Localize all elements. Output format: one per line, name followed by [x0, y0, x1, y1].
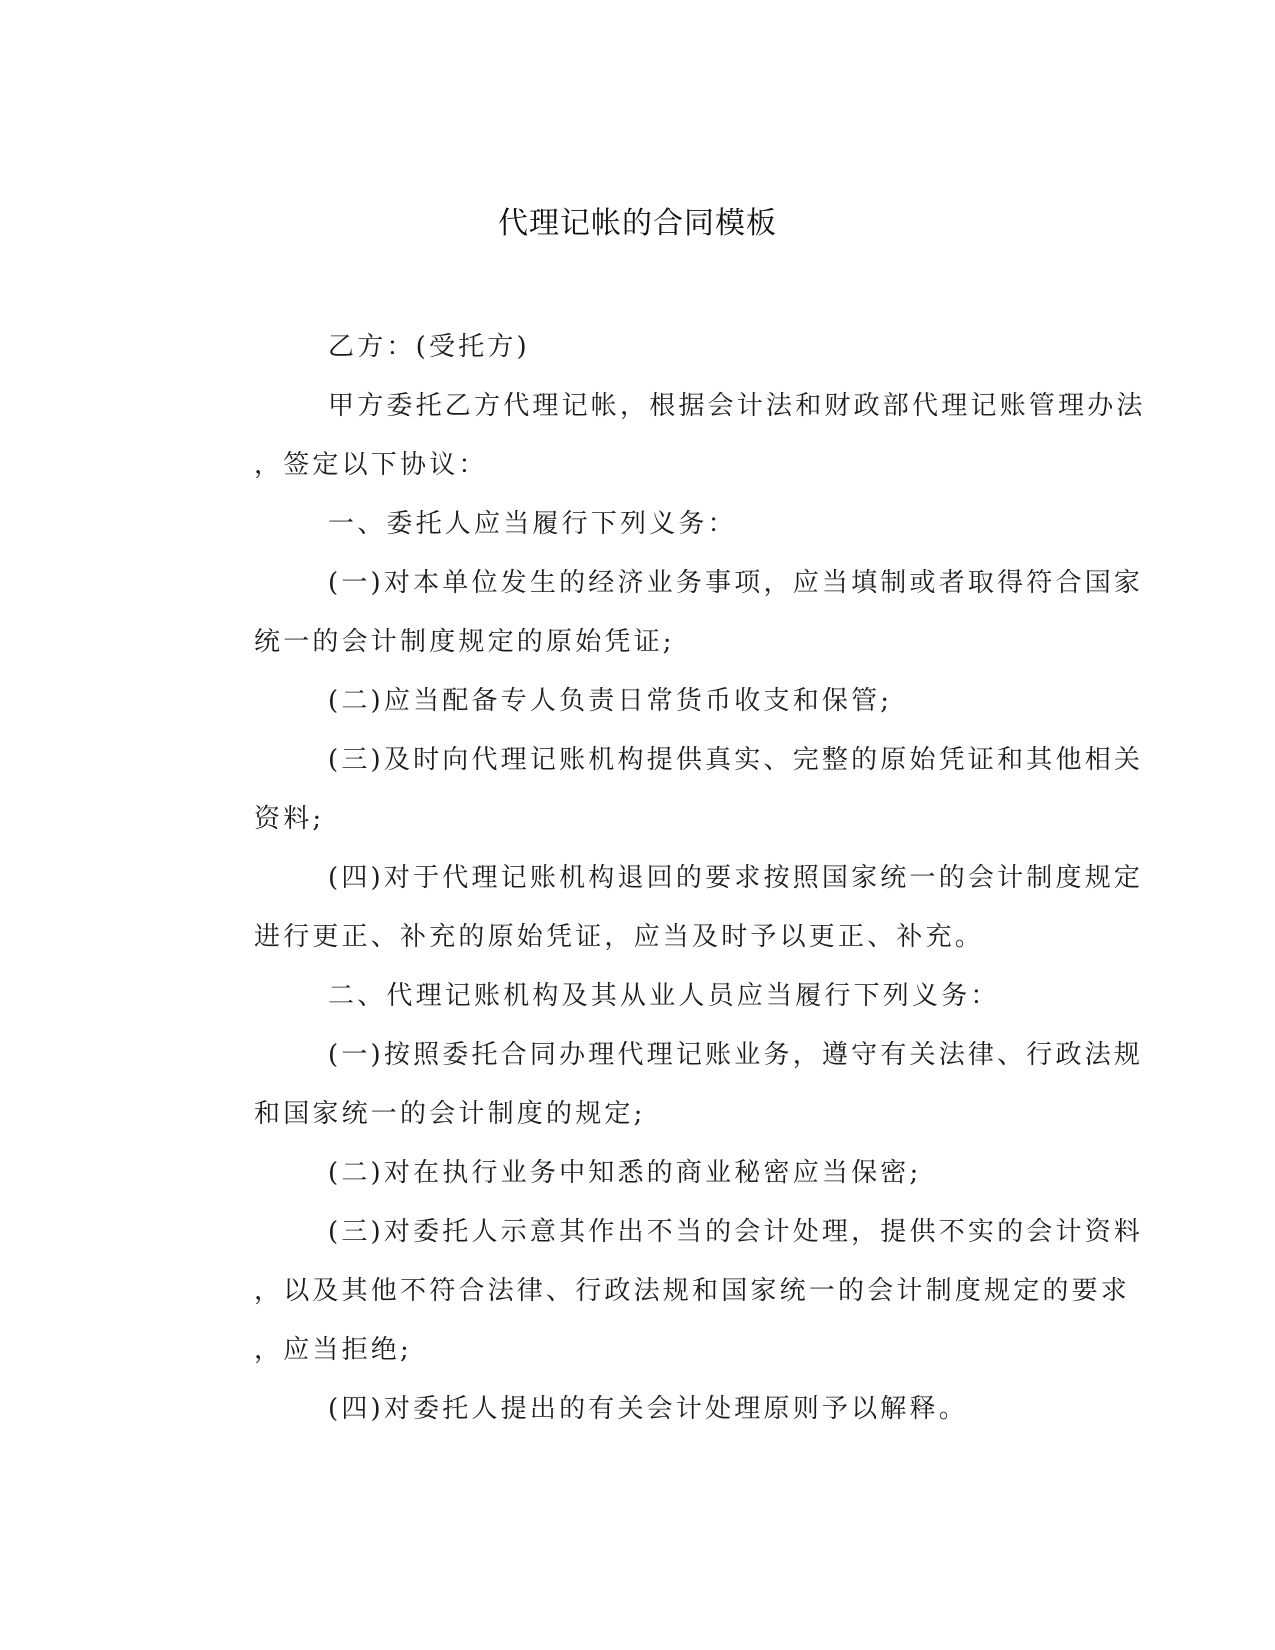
clause-1-3	[180, 731, 1144, 849]
paragraph-line: (一)对本单位发生的经济业务事项，应当填制或者取得符合国家	[328, 568, 1144, 598]
paragraph-line: (一)按照委托合同办理代理记账业务，遵守有关法律、行政法规	[328, 1040, 1144, 1070]
document-body	[180, 318, 1146, 1439]
paragraph-line: (四)对委托人提出的有关会计处理原则予以解释。	[328, 1394, 968, 1424]
paragraph-line: ，应当拒绝;	[254, 1335, 412, 1365]
paragraph-line: ，签定以下协议：	[254, 450, 488, 480]
clause-2-1	[180, 1026, 1144, 1144]
document-title: 代理记帐的合同模板	[498, 206, 777, 241]
clause-1-4	[180, 849, 1144, 967]
paragraph-line: 二、代理记账机构及其从业人员应当履行下列义务：	[328, 981, 1000, 1011]
clause-1-1	[180, 554, 1144, 672]
paragraph-line: 甲方委托乙方代理记帐，根据会计法和财政部代理记账管理办法	[328, 391, 1146, 421]
paragraph-line: 进行更正、补充的原始凭证，应当及时予以更正、补充。	[254, 922, 985, 952]
clause-2-3	[180, 1203, 1144, 1380]
paragraph-party-b	[180, 318, 1030, 377]
paragraph-line: 资料;	[254, 804, 325, 834]
paragraph-line: (三)对委托人示意其作出不当的会计处理，提供不实的会计资料	[328, 1217, 1144, 1247]
paragraph-line: (四)对于代理记账机构退回的要求按照国家统一的会计制度规定	[328, 863, 1144, 893]
clause-1-2	[180, 672, 1030, 731]
paragraph-line: 统一的会计制度规定的原始凭证;	[254, 627, 675, 657]
paragraph-intro	[180, 377, 1146, 495]
paragraph-line: 一、委托人应当履行下列义务：	[328, 509, 737, 539]
section-heading-1	[180, 495, 1030, 554]
clause-2-2	[180, 1144, 1030, 1203]
paragraph-line: (二)对在执行业务中知悉的商业秘密应当保密;	[328, 1158, 922, 1188]
paragraph-line: ，以及其他不符合法律、行政法规和国家统一的会计制度规定的要求	[254, 1276, 1131, 1306]
clause-2-4	[180, 1380, 1030, 1439]
paragraph-line: (二)应当配备专人负责日常货币收支和保管;	[328, 686, 893, 716]
paragraph-line: (三)及时向代理记账机构提供真实、完整的原始凭证和其他相关	[328, 745, 1144, 775]
paragraph-line: 乙方：(受托方)	[328, 332, 530, 362]
section-heading-2	[180, 967, 1030, 1026]
paragraph-line: 和国家统一的会计制度的规定;	[254, 1099, 646, 1129]
